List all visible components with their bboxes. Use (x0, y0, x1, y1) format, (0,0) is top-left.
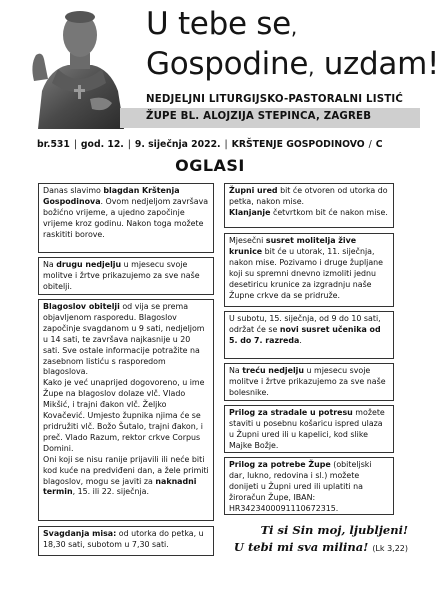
masthead-title-line1: U tebe se, (146, 6, 297, 42)
notice-second-sunday (38, 257, 214, 295)
notice-parish-donation (224, 457, 394, 515)
notice-rosary-text: Mjesečni susret molitelja žive krunice bit će u utorak, 11. siječnja, nakon mise. Pozivamo i druge župljane koji su spremni dnevno izmoliti jednu desetiricu krunice za izgradnju naše Župne crkve da se pridruže. (229, 236, 384, 300)
issue-cycle: C (375, 139, 383, 150)
masthead-title-line2: Gospodine, uzdam! (146, 46, 439, 82)
notice-students-meeting (224, 311, 394, 359)
issue-date: 9. siječnja 2022. (134, 139, 221, 150)
notice-daily-mass-text: Svagdanja misa: od utorka do petka, u 18,30 sati, subotom u 7,30 sati. (43, 529, 204, 549)
notice-daily-mass (38, 526, 214, 556)
notice-family-blessing (38, 299, 214, 521)
issue-number: br.531 (37, 139, 70, 150)
notice-baptism-text: Danas slavimo blagdan Krštenja Gospodinova. Ovom nedjeljom završava božićno vrijeme, a ujedno započinje vrijeme kroz godinu. Nakon toga možete raskititi borove. (43, 186, 209, 239)
issue-feast: KRŠTENJE GOSPODINOVO (231, 139, 365, 150)
parish-name: ŽUPE BL. ALOJZIJA STEPINCA, ZAGREB (146, 111, 372, 122)
notice-third-sunday (224, 363, 394, 401)
notice-adoration-text: Klanjanje četvrtkom bit će nakon mise. (229, 207, 388, 217)
masthead (0, 0, 439, 132)
gospel-quote-reference: (Lk 3,22) (372, 544, 408, 553)
gospel-quote-line1: Ti si Sin moj, ljubljeni! (260, 523, 408, 537)
notice-earthquake-text: Prilog za stradale u potresu možete staviti u posebnu košaricu ispred ulaza u Župni ured ili u kapelici, kod slike Majke Božje. (229, 408, 385, 450)
section-title: OGLASI (175, 156, 245, 175)
issue-line: br.531 | god. 12. | 9. siječnja 2022. | KRŠTENJE GOSPODINOVO / C (37, 139, 383, 150)
notice-blessing-p3: Oni koji se nisu ranije prijavili ili neće biti kod kuće na predviđeni dan, a žele primiti blagoslov, mogu se javiti za naknadni termin, 15. ili 22. siječnja. (43, 454, 209, 497)
notice-parish-office (224, 183, 394, 228)
notice-students-text: U subotu, 15. siječnja, od 9 do 10 sati, održat će se novi susret učenika od 5. do 7. razreda. (229, 314, 381, 345)
notice-second-sunday-text: Na drugu nedjelju u mjesecu svoje molitve i žrtve prikazujemo za sve naše obitelji. (43, 260, 200, 291)
gospel-quote-line2: U tebi mi sva milina! (Lk 3,22) (233, 540, 408, 554)
gospel-quote (222, 522, 408, 557)
notice-blessing-p1: Blagoslov obitelji od vija se prema objavljenom rasporedu. Blagoslov započinje svagdanom u 9 sati, nedjeljom u 14 sati, te završava najkasnije u 20 sati. Sve ostale informacije potražite na zasebnom listiću s rasporedom blagoslova. (43, 302, 205, 377)
notice-parish-donation-text: Prilog za potrebe Župe (obiteljski dar, lukno, redovina i sl.) možete donijeti u Župni ured ili uplatiti na žiroračun Župe, IBAN: HR3423400091110672315. (229, 460, 372, 513)
notice-office-text: Župni ured bit će otvoren od utorka do petka, nakon mise. (229, 186, 388, 206)
notice-blessing-p2: Kako je već unaprijed dogovoreno, u ime Župe na blagoslov dolaze vlč. Vlado Mikšić, i trajni đakon vlč. Željko Kovačević. Umjesto župnika njima će se pridružiti vlč. Božo Šutalo, trajni đakon, i preč. Vlado Razum, rektor crkve Corpus Domini. (43, 378, 205, 453)
notice-rosary-meeting (224, 233, 394, 307)
notice-third-sunday-text: Na treću nedjelju u mjesecu svoje molitve i žrtve prikazujemo za sve naše bolesnike. (229, 366, 386, 397)
notice-baptism (38, 183, 214, 253)
masthead-subtitle: NEDJELJNI LITURGIJSKO-PASTORALNI LISTIĆ (146, 94, 404, 105)
notice-earthquake-donation (224, 405, 394, 453)
issue-year: god. 12. (80, 139, 124, 150)
